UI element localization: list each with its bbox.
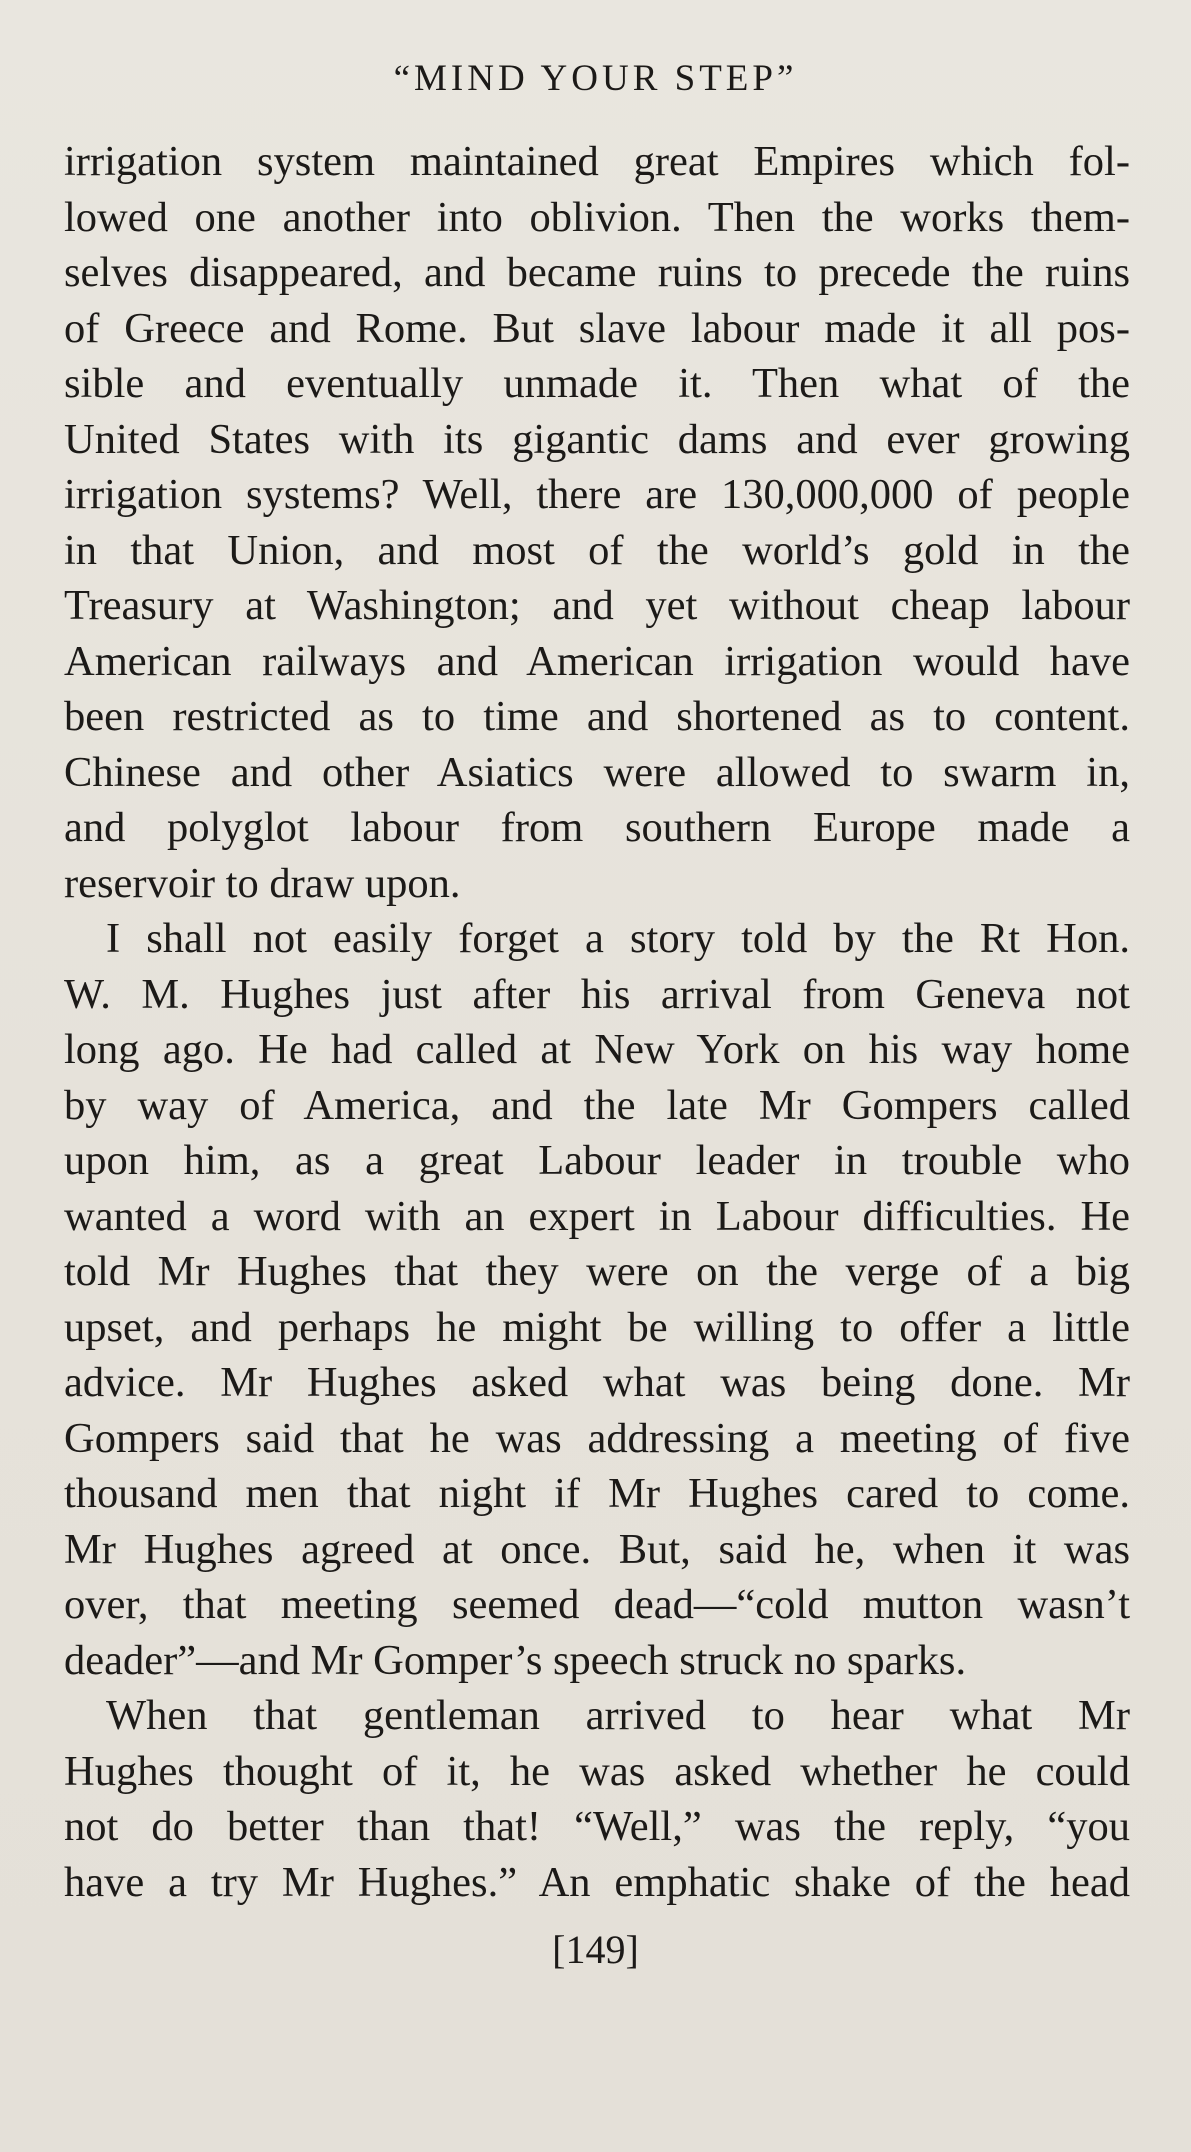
text-line: of Greece and Rome. But slave labour made it all pos- bbox=[64, 304, 1130, 352]
running-head: “MIND YOUR STEP” bbox=[393, 58, 798, 99]
text-line: and polyglot labour from southern Europe made a bbox=[64, 804, 1130, 851]
text-line: upset, and perhaps he might be willing to offer a little bbox=[64, 1303, 1130, 1351]
text-line: been restricted as to time and shortened as to content. bbox=[64, 693, 1130, 740]
text-line: irrigation system maintained great Empires which fol- bbox=[64, 138, 1130, 185]
text-line: United States with its gigantic dams and ever growing bbox=[64, 415, 1130, 463]
text-line: upon him, as a great Labour leader in trouble who bbox=[64, 1137, 1130, 1184]
text-line: thousand men that night if Mr Hughes cared to come. bbox=[64, 1470, 1130, 1517]
text-line: advice. Mr Hughes asked what was being done. Mr bbox=[64, 1359, 1130, 1406]
text-line: sible and eventually unmade it. Then what of the bbox=[64, 360, 1130, 407]
text-line: have a try Mr Hughes.” An emphatic shake of the head bbox=[64, 1858, 1130, 1906]
text-line: Hughes thought of it, he was asked whether he could bbox=[64, 1747, 1130, 1795]
page-number: [149] bbox=[552, 1927, 639, 1972]
text-line: Mr Hughes agreed at once. But, said he, when it was bbox=[64, 1525, 1130, 1573]
text-line: When that gentleman arrived to hear what Mr bbox=[106, 1692, 1130, 1739]
text-line: W. M. Hughes just after his arrival from Geneva not bbox=[64, 970, 1130, 1018]
text-line: told Mr Hughes that they were on the verge of a big bbox=[64, 1248, 1130, 1295]
text-line: over, that meeting seemed dead—“cold mutton wasn’t bbox=[64, 1581, 1130, 1628]
body-text bbox=[64, 134, 1130, 1910]
text-line: reservoir to draw upon. bbox=[64, 859, 461, 907]
text-line: deader”—and Mr Gomper’s speech struck no sparks. bbox=[64, 1636, 967, 1684]
text-line: irrigation systems? Well, there are 130,000,000 of people bbox=[64, 471, 1130, 518]
text-line: Gompers said that he was addressing a meeting of five bbox=[64, 1414, 1130, 1462]
text-line: Chinese and other Asiatics were allowed to swarm in, bbox=[64, 748, 1130, 796]
text-line: I shall not easily forget a story told by the Rt Hon. bbox=[106, 915, 1130, 962]
text-line: American railways and American irrigation would have bbox=[64, 637, 1130, 685]
text-line: selves disappeared, and became ruins to precede the ruins bbox=[64, 249, 1130, 296]
text-line: Treasury at Washington; and yet without cheap labour bbox=[64, 582, 1130, 629]
text-line: long ago. He had called at New York on his way home bbox=[64, 1026, 1130, 1073]
text-line: in that Union, and most of the world’s gold in the bbox=[64, 526, 1130, 574]
text-line: lowed one another into oblivion. Then the works them- bbox=[64, 193, 1130, 241]
text-line: not do better than that! “Well,” was the reply, “you bbox=[64, 1803, 1130, 1850]
text-line: wanted a word with an expert in Labour difficulties. He bbox=[64, 1192, 1130, 1240]
text-line: by way of America, and the late Mr Gompers called bbox=[64, 1081, 1130, 1129]
